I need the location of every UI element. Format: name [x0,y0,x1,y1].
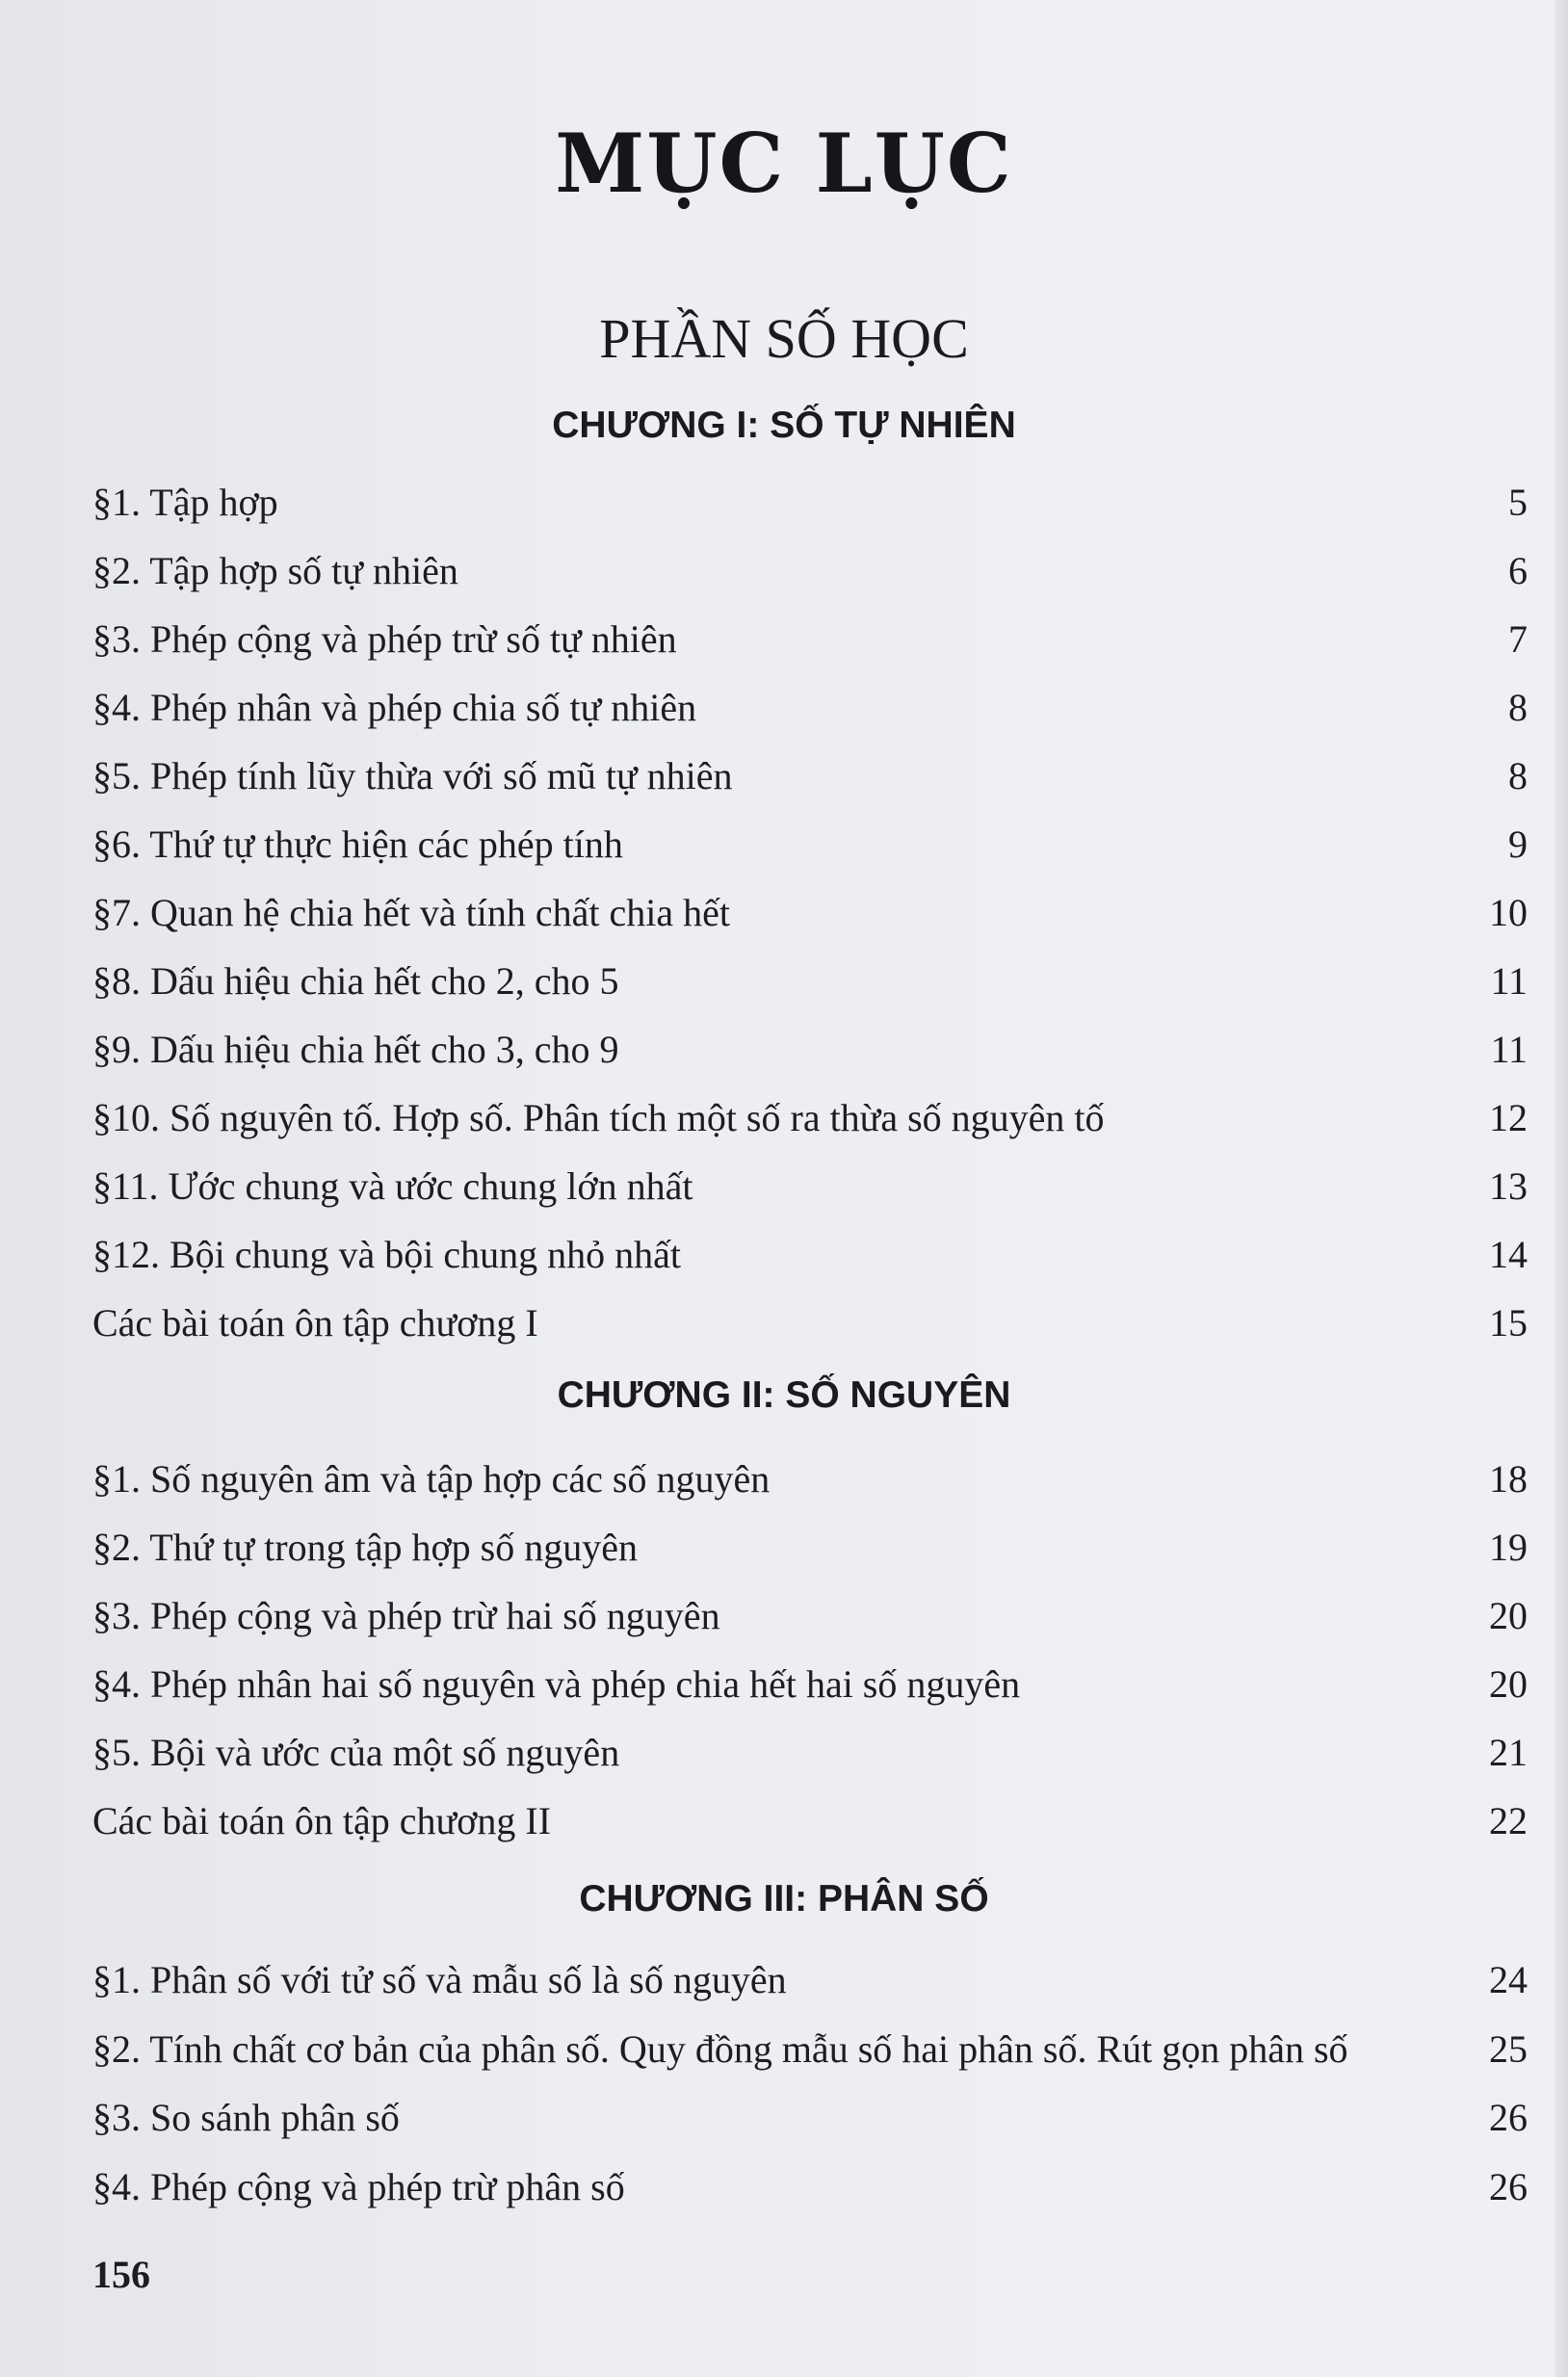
toc-entry [92,613,1528,666]
toc-entry-page: 24 [1489,1958,1528,2001]
toc-entry-title: §10. Số nguyên tố. Hợp số. Phân tích một số ra thừa số nguyên tố [92,1096,1105,1139]
toc-entry [92,2091,1528,2145]
toc-entry-title: §3. Phép cộng và phép trừ hai số nguyên [92,1594,720,1637]
toc-entry-page: 7 [1508,617,1528,661]
toc-entry-title: §5. Bội và ước của một số nguyên [92,1731,620,1774]
toc-entry-page: 9 [1508,823,1528,866]
toc-entry-title: §2. Thứ tự trong tập hợp số nguyên [92,1526,638,1569]
toc-entry-title: §2. Tập hợp số tự nhiên [92,549,458,592]
toc-entry-title: Các bài toán ôn tập chương I [92,1301,538,1345]
toc-entry [92,1589,1528,1643]
toc-entry-title: §4. Phép nhân và phép chia số tự nhiên [92,686,697,729]
toc-entry-title: §5. Phép tính lũy thừa với số mũ tự nhiên [92,754,733,797]
toc-entry [92,749,1528,803]
toc-entry [92,1023,1528,1077]
toc-entry-page: 11 [1490,1028,1528,1071]
page-edge [1555,0,1568,2377]
toc-entry-title: §3. Phép cộng và phép trừ số tự nhiên [92,617,677,661]
chapter-heading: CHƯƠNG II: SỐ NGUYÊN [557,1374,1011,1416]
toc-entry-title: §1. Số nguyên âm và tập hợp các số nguyên [92,1457,771,1501]
toc-entry [92,2023,1528,2077]
toc-entry-title: §7. Quan hệ chia hết và tính chất chia hết [92,891,730,934]
toc-entry-page: 11 [1490,959,1528,1003]
toc-entry-page: 21 [1489,1731,1528,1774]
toc-entry [92,681,1528,735]
toc-entry-page: 18 [1489,1457,1528,1501]
toc-entry [92,1452,1528,1506]
toc-entry-page: 8 [1508,686,1528,729]
toc-entry-title: §2. Tính chất cơ bản của phân số. Quy đồng mẫu số hai phân số. Rút gọn phân số [92,2027,1348,2071]
toc-entry-page: 10 [1489,891,1528,934]
page-title: MỤC LỤC [555,116,1013,211]
toc-entry-title: §12. Bội chung và bội chung nhỏ nhất [92,1233,682,1276]
chapter-heading: CHƯƠNG III: PHÂN SỐ [579,1878,989,1920]
toc-entry-page: 14 [1489,1233,1528,1276]
toc-entry-title: §9. Dấu hiệu chia hết cho 3, cho 9 [92,1028,619,1071]
toc-entry [92,818,1528,872]
toc-entry-page: 26 [1489,2096,1528,2139]
toc-entry [92,1228,1528,1282]
toc-entry [92,1953,1528,2007]
toc-entry-page: 20 [1489,1594,1528,1637]
toc-entry [92,1521,1528,1575]
toc-entry [92,1296,1528,1350]
toc-entry-title: §4. Phép cộng và phép trừ phân số [92,2165,625,2208]
page-number: 156 [92,2253,150,2296]
toc-entry-title: §3. So sánh phân số [92,2096,400,2139]
toc-entry-title: §1. Phân số với tử số và mẫu số là số nguyên [92,1958,787,2001]
toc-entry [92,1794,1528,1848]
toc-entry-title: Các bài toán ôn tập chương II [92,1799,552,1842]
toc-entry [92,476,1528,530]
toc-entry-page: 25 [1489,2027,1528,2071]
toc-entry-title: §4. Phép nhân hai số nguyên và phép chia hết hai số nguyên [92,1662,1021,1706]
toc-entry [92,1160,1528,1214]
toc-entry-page: 6 [1508,549,1528,592]
toc-entry-title: §1. Tập hợp [92,481,278,524]
toc-entry [92,1658,1528,1711]
toc-entry-page: 26 [1489,2165,1528,2208]
chapter-heading: CHƯƠNG I: SỐ TỰ NHIÊN [552,405,1016,446]
part-title: PHẦN SỐ HỌC [599,307,969,370]
toc-entry-title: §8. Dấu hiệu chia hết cho 2, cho 5 [92,959,619,1003]
toc-entry-title: §11. Ước chung và ước chung lớn nhất [92,1164,693,1208]
toc-entry [92,544,1528,598]
toc-entry-page: 22 [1489,1799,1528,1842]
toc-entry [92,2160,1528,2214]
toc-entry [92,886,1528,940]
toc-entry-title: §6. Thứ tự thực hiện các phép tính [92,823,623,866]
toc-entry [92,954,1528,1008]
toc-entry [92,1726,1528,1780]
toc-entry-page: 12 [1489,1096,1528,1139]
toc-entry-page: 19 [1489,1526,1528,1569]
toc-entry-page: 5 [1508,481,1528,524]
toc-entry-page: 20 [1489,1662,1528,1706]
toc-entry-page: 8 [1508,754,1528,797]
toc-entry-page: 15 [1489,1301,1528,1345]
toc-entry-page: 13 [1489,1164,1528,1208]
toc-entry [92,1091,1528,1145]
